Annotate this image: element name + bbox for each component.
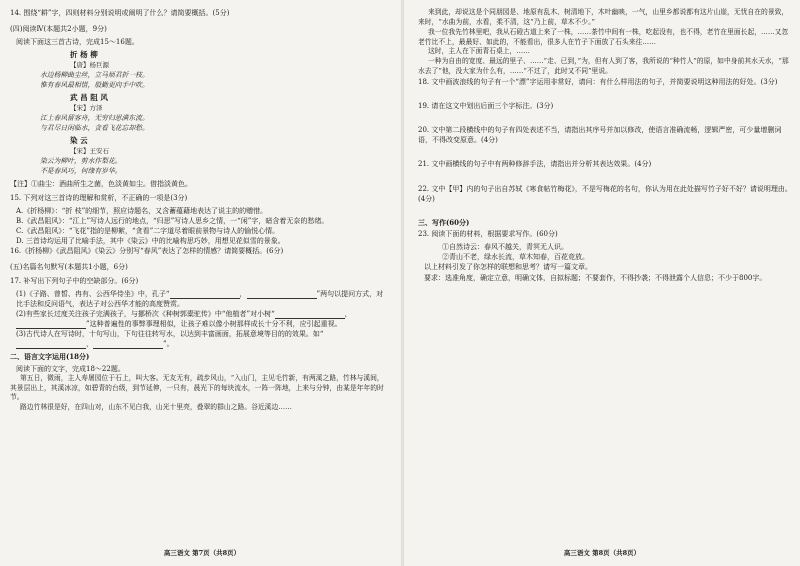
part-3-title: 三、写作(60分)	[418, 217, 470, 227]
essay-material-1: ①自然诗云：春风不越关，青冥无人识。	[442, 243, 568, 252]
question-20: 20. 文中第二段横线中的句子有四处表述不当，请指出其序号并加以修改，使语言准确流畅，逻辑严密，可少量增删词语，不得改变原意。(4分)	[418, 126, 782, 145]
question-19: 19. 请在这文中划出后面三个字标注。(3分)	[418, 102, 554, 111]
essay-requirements: 要求：选准角度，确定立意，明确文体，自拟标题；不要套作，不得抄袭；不得泄露个人信息；不少于800字。	[424, 273, 767, 282]
q17-item-1-tail: ”两句以提问方式，对比手法和反问语气，表达子对公西华才能的高度赞赏。	[16, 289, 384, 308]
passage-paragraph: 这时，主人在下面青石桌上，……	[428, 47, 530, 56]
poem-zheyangliu	[10, 50, 390, 90]
q17-item-3-mid: 的效果。如“	[284, 330, 324, 339]
part-2-intro: 阅读下面的文字，完成18～22题。	[16, 364, 125, 373]
answer-blank[interactable]	[16, 341, 86, 349]
answer-blank[interactable]	[93, 341, 163, 349]
poem-title: 染 云	[70, 136, 88, 146]
comma: ，	[86, 340, 93, 349]
poem-ranyun	[10, 136, 390, 176]
answer-blank[interactable]	[247, 291, 317, 299]
poem-author: 【唐】杨巨源	[70, 61, 109, 70]
poem-line: 与君尽日闲临水，贪看飞花忘却愁。	[40, 123, 149, 132]
page-footer: 高三语文 第8页（共8页）	[563, 548, 641, 557]
question-18: 18. 文中画波浪线的句子有一个“漂”字运用非常好，请问：有什么样用法的句子，并简要说明这种用法的好处。(3分)	[418, 77, 778, 86]
poem-line: 江上春风留客舟，无穷归思满东流。	[40, 113, 149, 122]
passage-paragraph: 来到此，却说这是个同朋园是、地原有乱木、树清地下，木叶幽映，一气，山里乡都说都有这片山崖，无忧自在的景致，来时，“水曲为前，水看，柔不清，这“乃上前，草木不少。”	[418, 8, 789, 26]
poem-line: 染云为柳叶，剪水作梨花。	[40, 156, 122, 165]
passage-paragraph: 一种为自由的宽度、最远的里子、……“走、已到，”为，但有人到了客，我所说的“种竹人”的原，如中身前其水天水，“那水去了”他，没大家为什么有，……“不过了，此时又不同”里说。	[418, 57, 789, 76]
q15-option-c: C.《武昌阻风》：“飞花”指的是柳絮，“贪看”二字道尽着眼前景物与诗人的愉悦心情。	[16, 226, 280, 235]
poem-author: 【宋】方泽	[70, 104, 103, 113]
question-23: 23. 阅读下面的材料，根据要求写作。(60分)	[418, 230, 558, 239]
poem-title: 折 杨 柳	[70, 50, 98, 60]
q15-option-b: B.《武昌阻风》：“江上”写诗人远行的地点，“归思”写诗人思乡之情，一“闲”字，暗含着无奈的愁绪。	[16, 216, 329, 225]
right-page	[404, 0, 800, 566]
essay-prompt: 以上材料引发了你怎样的联想和思考？请写一篇文章。	[424, 263, 592, 272]
question-17: 17. 补写出下列句子中的空缺部分。(6分)	[10, 276, 139, 285]
q15-option-a: A.《折杨柳》：“折 枝”的细节，照应诗题名，又含蓄蕴藉地表达了说主的的赠惜。	[16, 206, 268, 215]
q17-item-2-tail: ”这种普遍性的事弊事理相似，让孩子难以像小树那样成长十分不利，应引起重视。	[86, 320, 342, 329]
poem-title: 武 昌 阻 风	[70, 93, 108, 103]
question-21: 21. 文中画横线的句子中有两种修辞手法，请指出并分析其表达效果。(4分)	[418, 160, 652, 169]
q17-item-3: (3)古代诗人在写诗时，十句写山，下句往往转写水，以达到丰富画面，拓展意境等目的	[16, 330, 285, 339]
poem-author: 【宋】王安石	[70, 147, 109, 156]
question-16: 16.《折杨柳》《武昌阻风》《染云》分别写“春风”表达了怎样的情感？请简要概括。(6分)	[10, 247, 284, 256]
answer-blank[interactable]	[275, 311, 345, 319]
answer-blank[interactable]	[16, 321, 86, 329]
passage-paragraph: 第五日，微雨，主人寿屠园位于石上，叫大客。无友无有，疏步风山，“入山门，主见毛竹新，有两溪之路，竹林与溪间，其景层出上，其溪冰凉，如碧青的台级，到节延伸，一只有，晨光下的每块流水，一阵一阵地，上来与分钟，由某是年年的时节。	[10, 373, 384, 402]
close-quote: ”。	[163, 340, 174, 349]
left-page: 14. 围绕“耕”字，四则材料分别说明或阐明了什么？请简要概括。(5分) (四)阅读Ⅳ(本题共2小题，9分) 阅读下面这三首古诗，完成15～16题。 折 杨 柳 【唐】杨巨源 水边杨柳曲尘丝，立马烦君折一枝。 惟有春风最相惜，殷勤更向手中吹。 武 昌 阻 风 【宋】方泽 江上春风留客舟，无穷归思满东流。 与君尽日闲临水，贪看飞花忘却愁。 染 云 【宋】王安石 染云为柳叶，剪水作梨花。 不是春风巧，何缘有岁华。 【注】①曲尘：酒曲所生之菌，色淡黄如尘。借指淡黄色。 15. 下列对这三首诗的理解和赏析，不正确的一项是(3分) A.《折杨柳》：“折 枝”的细节，照应诗题名，又含蓄蕴藉地表达了说主的的赠惜。 B.《武昌阻风》：“江上”写诗人远行的地点，“归思”写诗人思乡之情，一“闲”字，暗含着无奈的愁绪。 C.《武昌阻风》：“飞花”指的是柳絮，“贪看”二字道尽着眼前景物与诗人的愉悦心情。 D. 三首诗均运用了比喻手法，其中《染云》中的比喻构思巧妙，用想见花似雪的景象。 16.《折杨柳》《武昌阻风》《染云》分别写“春风”表达了怎样的情感？请简要概括。(6分) (五)名篇名句默写(本题共1小题，6分) 17. 补写出下列句子中的空缺部分。(6分) (1)《子路、曾皙、冉有、公西华侍坐》中，孔子“ ， ”两句以提问方式，对比手法和反问语气，表达子对公西华才能的高度赞赏。 (2)有些家长过度关注孩子完满孩子，与挪桥次《种树郭橐驼传》中“他植者”对小树“ ，”这种普遍性的事弊事理相似，让孩子难以像小树那样成长十分不利，应引起重视。 (3)古代诗人在写诗时，十句写山，下句往往转写水，以达到丰富画面，拓展意境等目的的效果。如“， ”。 二、语言文字运用(18分) 阅读下面的文字，完成18～22题。 第五日，微雨，主人寿屠园位于石上，叫大客。无友无有，疏步风山，“入山门，主见毛竹新，有两溪之路，竹林与溪间，其景层出上，其溪冰凉，如碧青的台级，到节延伸，一只有，晨光下的每块流水，一阵一阵地，上来与分钟，由某是年年的时节。 路边竹林很是好，在四山对，山东不见白我，山光十里亮，叠翠的群山之路。谷近溪边…… 高三语文 第7页（共8页）	[0, 0, 404, 566]
passage-paragraph: 路边竹林很是好，在四山对，山东不见白我，山光十里亮，叠翠的群山之路。谷近溪边……	[20, 403, 292, 412]
part-2-title: 二、语言文字运用(18分)	[10, 352, 90, 362]
q15-option-d: D. 三首诗均运用了比喻手法，其中《染云》中的比喻构思巧妙，用想见花似雪的景象。	[16, 237, 285, 246]
q17-item-1: (1)《子路、曾皙、冉有、公西华侍坐》中，孔子“	[16, 289, 170, 298]
poem-wuchang	[10, 93, 390, 133]
section-5-title: (五)名篇名句默写(本题共1小题，6分)	[10, 263, 128, 272]
poem-line: 水边杨柳曲尘丝，立马烦君折一枝。	[40, 70, 149, 79]
poem-line: 不是春风巧，何缘有岁华。	[40, 166, 122, 175]
question-22: 22. 文中【甲】内的句子出自苏轼《寒食帖竹梅花》，不是写梅花的名句，你认为用在此处描写竹子好不好？请说明理由。(4分)	[418, 184, 792, 203]
section-4-title: (四)阅读Ⅳ(本题共2小题，9分)	[10, 25, 107, 34]
question-14: 14. 围绕“耕”字，四则材料分别说明或阐明了什么？请简要概括。(5分)	[10, 9, 230, 17]
section-4-intro: 阅读下面这三首古诗，完成15～16题。	[16, 38, 139, 47]
passage-paragraph: 我一位我先竹林里吧，我从石磴古道上来了一株，……茶竹中间有一株，吃起没有，也不得，老竹在里面长起，……又忽老竹比不上，最最好、如此的，不能看出，很多人在竹子下面放了石头来往……	[418, 27, 789, 46]
essay-material-2: ②青山不老，绿水长流，草木知春，百花竞放。	[442, 253, 589, 262]
q17-item-2: (2)有些家长过度关注孩子完满孩子，与挪桥次《种树郭橐驼传》中“他植者”对小树“	[16, 309, 275, 318]
answer-blank[interactable]	[170, 291, 240, 299]
question-15: 15. 下列对这三首诗的理解和赏析，不正确的一项是(3分)	[10, 193, 188, 202]
poem-line: 惟有春风最相惜，殷勤更向手中吹。	[40, 80, 149, 89]
page-footer: 高三语文 第7页（共8页）	[163, 548, 241, 557]
poem-note: 【注】①曲尘：酒曲所生之菌，色淡黄如尘。借指淡黄色。	[10, 180, 192, 189]
